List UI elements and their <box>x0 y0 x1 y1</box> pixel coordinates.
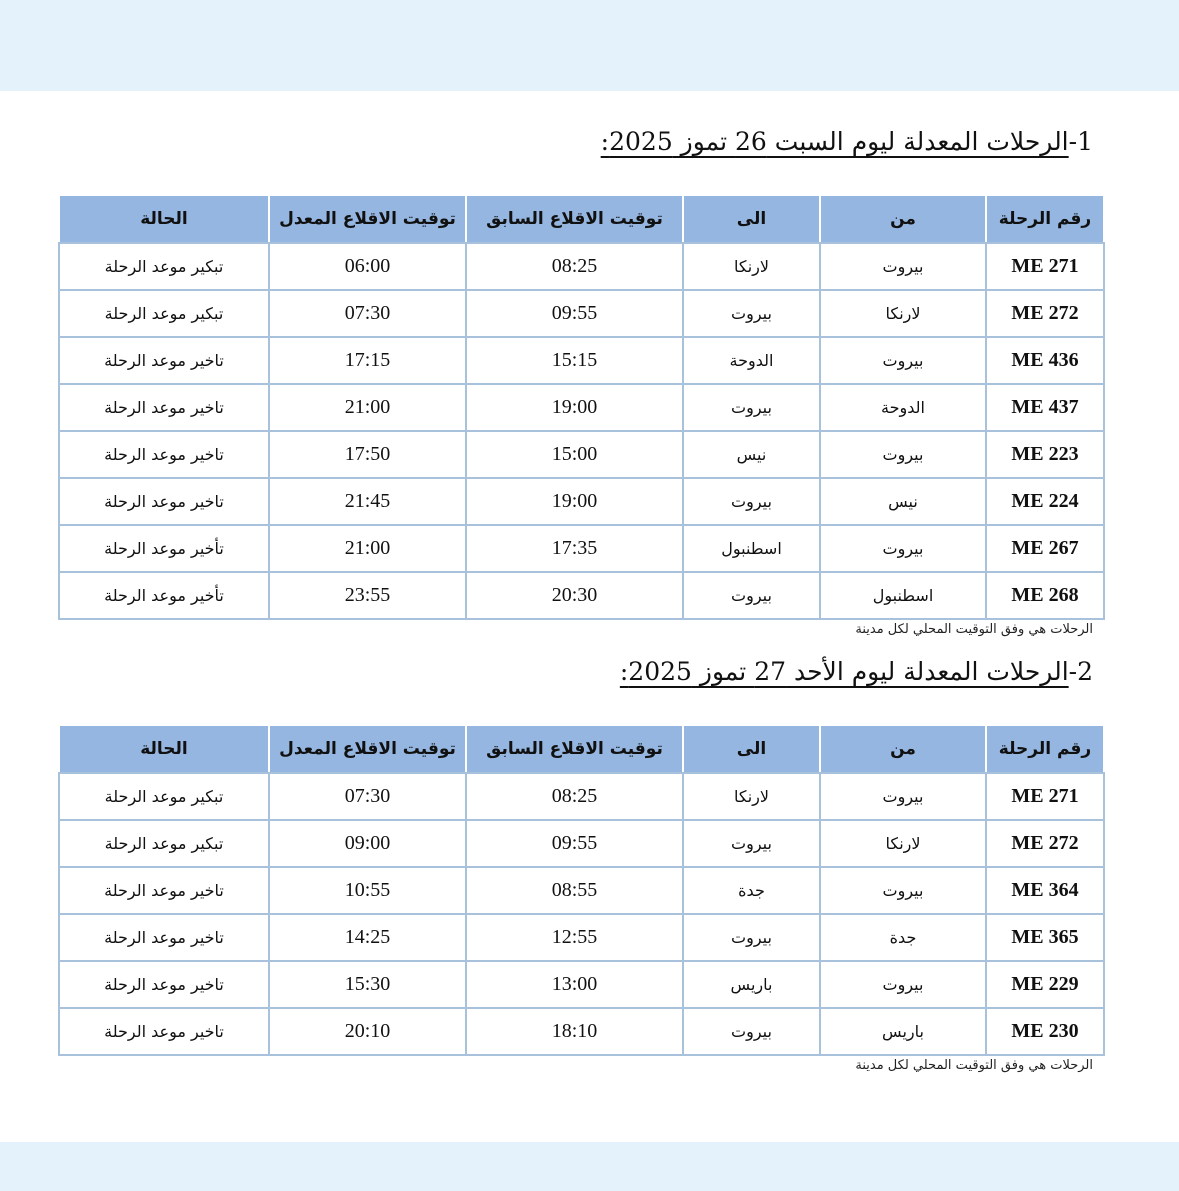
flight-number-cell: ME 271 <box>986 773 1104 820</box>
new-departure-cell: 09:00 <box>269 820 466 867</box>
origin-cell: لارنكا <box>820 820 986 867</box>
timezone-note: الرحلات هي وفق التوقيت المحلي لكل مدينة <box>855 622 1093 637</box>
flights-table <box>58 724 1105 1056</box>
destination-cell: بيروت <box>683 820 820 867</box>
previous-departure-cell: 09:55 <box>466 290 683 337</box>
origin-cell: بيروت <box>820 525 986 572</box>
status-cell: تبكير موعد الرحلة <box>59 773 269 820</box>
origin-cell: بيروت <box>820 867 986 914</box>
destination-cell: اسطنبول <box>683 525 820 572</box>
column-header-status: الحالة <box>59 725 269 773</box>
status-cell: تأخير موعد الرحلة <box>59 525 269 572</box>
flight-number-cell: ME 224 <box>986 478 1104 525</box>
origin-cell: بيروت <box>820 773 986 820</box>
section-title: الرحلات المعدلة ليوم الأحد 27 تموز 2025: <box>619 657 1069 686</box>
table-row <box>59 431 1104 478</box>
table-row <box>59 1008 1104 1055</box>
flight-number-cell: ME 272 <box>986 820 1104 867</box>
flight-number-cell: ME 271 <box>986 243 1104 290</box>
destination-cell: لارنكا <box>683 243 820 290</box>
column-header-new-departure: توقيت الاقلاع المعدل <box>269 725 466 773</box>
status-cell: تبكير موعد الرحلة <box>59 820 269 867</box>
table-body <box>59 773 1104 1055</box>
section-title: الرحلات المعدلة ليوم السبت 26 تموز 2025: <box>600 127 1069 156</box>
previous-departure-cell: 13:00 <box>466 961 683 1008</box>
previous-departure-cell: 15:00 <box>466 431 683 478</box>
origin-cell: بيروت <box>820 961 986 1008</box>
column-header-from: من <box>820 725 986 773</box>
flight-number-cell: ME 223 <box>986 431 1104 478</box>
column-header-from: من <box>820 195 986 243</box>
flight-number-cell: ME 364 <box>986 867 1104 914</box>
bottom-band <box>0 1142 1179 1191</box>
status-cell: تاخير موعد الرحلة <box>59 337 269 384</box>
new-departure-cell: 15:30 <box>269 961 466 1008</box>
table-row <box>59 961 1104 1008</box>
column-header-to: الى <box>683 195 820 243</box>
previous-departure-cell: 08:55 <box>466 867 683 914</box>
timezone-note: الرحلات هي وفق التوقيت المحلي لكل مدينة <box>855 1058 1093 1073</box>
status-cell: تأخير موعد الرحلة <box>59 572 269 619</box>
status-cell: تاخير موعد الرحلة <box>59 431 269 478</box>
origin-cell: جدة <box>820 914 986 961</box>
origin-cell: اسطنبول <box>820 572 986 619</box>
previous-departure-cell: 12:55 <box>466 914 683 961</box>
table-row <box>59 290 1104 337</box>
new-departure-cell: 07:30 <box>269 773 466 820</box>
origin-cell: بيروت <box>820 431 986 478</box>
flight-number-cell: ME 437 <box>986 384 1104 431</box>
section-heading <box>58 651 1103 693</box>
new-departure-cell: 14:25 <box>269 914 466 961</box>
destination-cell: جدة <box>683 867 820 914</box>
new-departure-cell: 21:45 <box>269 478 466 525</box>
previous-departure-cell: 19:00 <box>466 384 683 431</box>
flight-number-cell: ME 365 <box>986 914 1104 961</box>
previous-departure-cell: 08:25 <box>466 243 683 290</box>
destination-cell: بيروت <box>683 572 820 619</box>
previous-departure-cell: 08:25 <box>466 773 683 820</box>
status-cell: تاخير موعد الرحلة <box>59 384 269 431</box>
flight-number-cell: ME 267 <box>986 525 1104 572</box>
flight-number-cell: ME 272 <box>986 290 1104 337</box>
origin-cell: باريس <box>820 1008 986 1055</box>
status-cell: تاخير موعد الرحلة <box>59 961 269 1008</box>
destination-cell: باريس <box>683 961 820 1008</box>
new-departure-cell: 07:30 <box>269 290 466 337</box>
previous-departure-cell: 20:30 <box>466 572 683 619</box>
status-cell: تاخير موعد الرحلة <box>59 867 269 914</box>
destination-cell: لارنكا <box>683 773 820 820</box>
origin-cell: بيروت <box>820 243 986 290</box>
document-page <box>0 91 1179 1142</box>
table-row <box>59 867 1104 914</box>
column-header-previous-departure: توقيت الاقلاع السابق <box>466 725 683 773</box>
destination-cell: بيروت <box>683 384 820 431</box>
destination-cell: بيروت <box>683 290 820 337</box>
table-row <box>59 773 1104 820</box>
destination-cell: بيروت <box>683 914 820 961</box>
section-number: 1- <box>1068 127 1093 156</box>
previous-departure-cell: 18:10 <box>466 1008 683 1055</box>
status-cell: تاخير موعد الرحلة <box>59 914 269 961</box>
origin-cell: بيروت <box>820 337 986 384</box>
table-row <box>59 914 1104 961</box>
column-header-new-departure: توقيت الاقلاع المعدل <box>269 195 466 243</box>
column-header-status: الحالة <box>59 195 269 243</box>
flight-number-cell: ME 230 <box>986 1008 1104 1055</box>
section-number: 2- <box>1068 657 1093 686</box>
flight-number-cell: ME 229 <box>986 961 1104 1008</box>
flight-number-cell: ME 268 <box>986 572 1104 619</box>
column-header-flight: رقم الرحلة <box>986 725 1104 773</box>
new-departure-cell: 06:00 <box>269 243 466 290</box>
previous-departure-cell: 09:55 <box>466 820 683 867</box>
flight-number-cell: ME 436 <box>986 337 1104 384</box>
flights-table <box>58 194 1105 620</box>
top-band <box>0 0 1179 91</box>
origin-cell: نيس <box>820 478 986 525</box>
status-cell: تبكير موعد الرحلة <box>59 290 269 337</box>
table-header-row <box>59 725 1104 773</box>
status-cell: تاخير موعد الرحلة <box>59 478 269 525</box>
previous-departure-cell: 17:35 <box>466 525 683 572</box>
previous-departure-cell: 15:15 <box>466 337 683 384</box>
new-departure-cell: 21:00 <box>269 525 466 572</box>
column-header-flight: رقم الرحلة <box>986 195 1104 243</box>
status-cell: تاخير موعد الرحلة <box>59 1008 269 1055</box>
new-departure-cell: 17:15 <box>269 337 466 384</box>
section-saturday <box>58 121 1103 637</box>
table-row <box>59 243 1104 290</box>
table-row <box>59 478 1104 525</box>
destination-cell: نيس <box>683 431 820 478</box>
new-departure-cell: 10:55 <box>269 867 466 914</box>
section-heading <box>58 121 1103 163</box>
new-departure-cell: 21:00 <box>269 384 466 431</box>
origin-cell: لارنكا <box>820 290 986 337</box>
table-header-row <box>59 195 1104 243</box>
column-header-to: الى <box>683 725 820 773</box>
table-row <box>59 820 1104 867</box>
destination-cell: الدوحة <box>683 337 820 384</box>
table-row <box>59 337 1104 384</box>
new-departure-cell: 17:50 <box>269 431 466 478</box>
new-departure-cell: 23:55 <box>269 572 466 619</box>
origin-cell: الدوحة <box>820 384 986 431</box>
status-cell: تبكير موعد الرحلة <box>59 243 269 290</box>
table-row <box>59 525 1104 572</box>
column-header-previous-departure: توقيت الاقلاع السابق <box>466 195 683 243</box>
table-row <box>59 572 1104 619</box>
table-row <box>59 384 1104 431</box>
previous-departure-cell: 19:00 <box>466 478 683 525</box>
destination-cell: بيروت <box>683 1008 820 1055</box>
section-sunday <box>58 651 1103 1073</box>
table-body <box>59 243 1104 619</box>
destination-cell: بيروت <box>683 478 820 525</box>
new-departure-cell: 20:10 <box>269 1008 466 1055</box>
